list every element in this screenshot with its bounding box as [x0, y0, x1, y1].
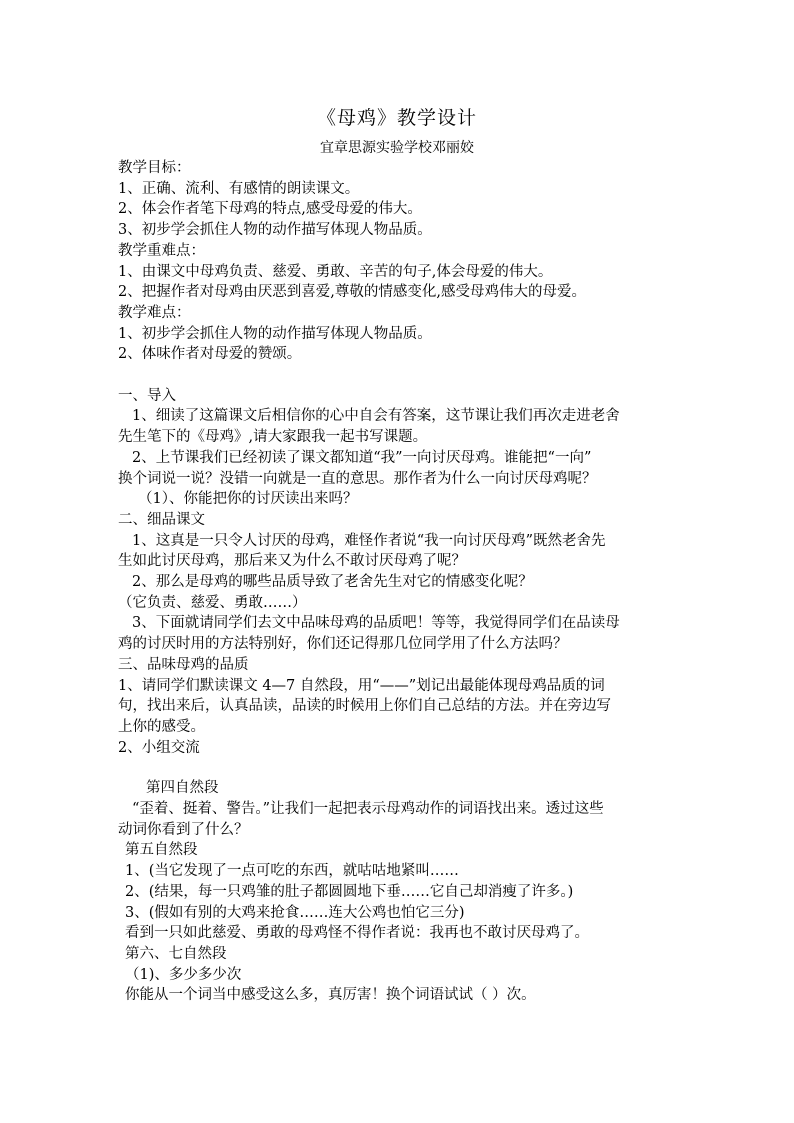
paragraph-line: 3、(假如有别的大鸡来抢食……连大公鸡也怕它三分) — [125, 904, 465, 921]
paragraph-line: 换个词说一说？没错一向就是一直的意思。那作者为什么一向讨厌母鸡呢？ — [118, 470, 597, 487]
paragraph-line: 1、细读了这篇课文后相信你的心中自会有答案，这节课让我们再次走进老舍 — [132, 408, 620, 425]
objectives-heading: 教学目标： — [118, 160, 191, 176]
paragraph-line: 2、那么是母鸡的哪些品质导致了老舍先生对它的情感变化呢？ — [132, 574, 533, 591]
document-body — [118, 158, 678, 1006]
subsection-heading: 第六、七自然段 — [125, 946, 227, 962]
objective-item: 1、正确、流利、有感情的朗读课文。 — [118, 180, 360, 197]
paragraph-line: 2、小组交流 — [118, 739, 200, 756]
document-title: 《母鸡》教学设计 — [316, 107, 477, 129]
paragraph-line: （1）、你能把你的讨厌读出来吗？ — [138, 491, 358, 508]
paragraph-line: 3、下面就请同学们去文中品味母鸡的品质吧！等等，我觉得同学们在品读母 — [132, 615, 620, 632]
paragraph-line: 2、上节课我们已经初读了课文都知道“我”一向讨厌母鸡。谁能把“一向” — [132, 449, 592, 466]
objective-item: 3、初步学会抓住人物的动作描写体现人物品质。 — [118, 222, 432, 239]
paragraph-line: 1、这真是一只令人讨厌的母鸡，难怪作者说“我一向讨厌母鸡”既然老舍先 — [132, 532, 606, 549]
objective-item: 2、体会作者笔下母鸡的特点,感受母爱的伟大。 — [118, 201, 422, 218]
paragraph-line: 句，找出来后，认真品读，品读的时候用上你们自己总结的方法。并在旁边写 — [118, 698, 611, 715]
paragraph-line: 2、(结果，每一只鸡雏的肚子都圆圆地下垂……它自己却消瘦了许多。) — [125, 883, 574, 900]
paragraph-line: 看到一只如此慈爱、勇敢的母鸡怪不得作者说：我再也不敢讨厌母鸡了。 — [125, 925, 589, 942]
paragraph-line: （1)、多少多少次 — [125, 966, 242, 983]
paragraph-line: 先生笔下的《母鸡》,请大家跟我一起书写课题。 — [118, 429, 428, 446]
paragraph-line: 你能从一个词当中感受这么多，真厉害！换个词语试试（ ）次。 — [125, 987, 536, 1004]
paragraph-line: 1、请同学们默读课文 4—7 自然段，用“——”划记出最能体现母鸡品质的词 — [118, 677, 605, 694]
paragraph-line: 上你的感受。 — [118, 718, 205, 735]
document-author: 宜章思源实验学校邓丽姣 — [320, 140, 474, 156]
paragraph-line: 1、(当它发现了一点可吃的东西，就咕咕地紧叫…… — [125, 863, 459, 880]
subsection-heading: 第四自然段 — [146, 780, 219, 797]
paragraph-line: 鸡的讨厌时用的方法特别好，你们还记得那几位同学用了什么方法吗？ — [118, 636, 568, 653]
section-heading: 一、导入 — [118, 387, 176, 404]
difficulty-item: 1、初步学会抓住人物的动作描写体现人物品质。 — [118, 325, 432, 342]
difficulty-item: 2、体味作者对母爱的赞颂。 — [118, 346, 302, 363]
paragraph-line: （它负责、慈爱、勇敢……） — [118, 594, 307, 611]
key-difficulty-item: 2、把握作者对母鸡由厌恶到喜爱,尊敬的情感变化,感受母鸡伟大的母爱。 — [118, 284, 586, 301]
section-heading: 二、细品课文 — [118, 511, 205, 528]
paragraph-line: “歪着、挺着、警告。”让我们一起把表示母鸡动作的词语找出来。透过这些 — [132, 801, 604, 818]
section-heading: 三、品味母鸡的品质 — [118, 656, 249, 673]
subsection-heading: 第五自然段 — [125, 842, 198, 859]
paragraph-line: 动词你看到了什么？ — [118, 821, 249, 838]
key-difficulty-item: 1、由课文中母鸡负责、慈爱、勇敢、辛苦的句子,体会母爱的伟大。 — [118, 263, 553, 280]
paragraph-line: 生如此讨厌母鸡，那后来又为什么不敢讨厌母鸡了呢？ — [118, 553, 466, 570]
blank-line — [118, 365, 678, 386]
blank-line — [118, 758, 678, 778]
difficulties-heading: 教学难点： — [118, 304, 191, 321]
key-difficulties-heading: 教学重难点： — [118, 242, 205, 259]
